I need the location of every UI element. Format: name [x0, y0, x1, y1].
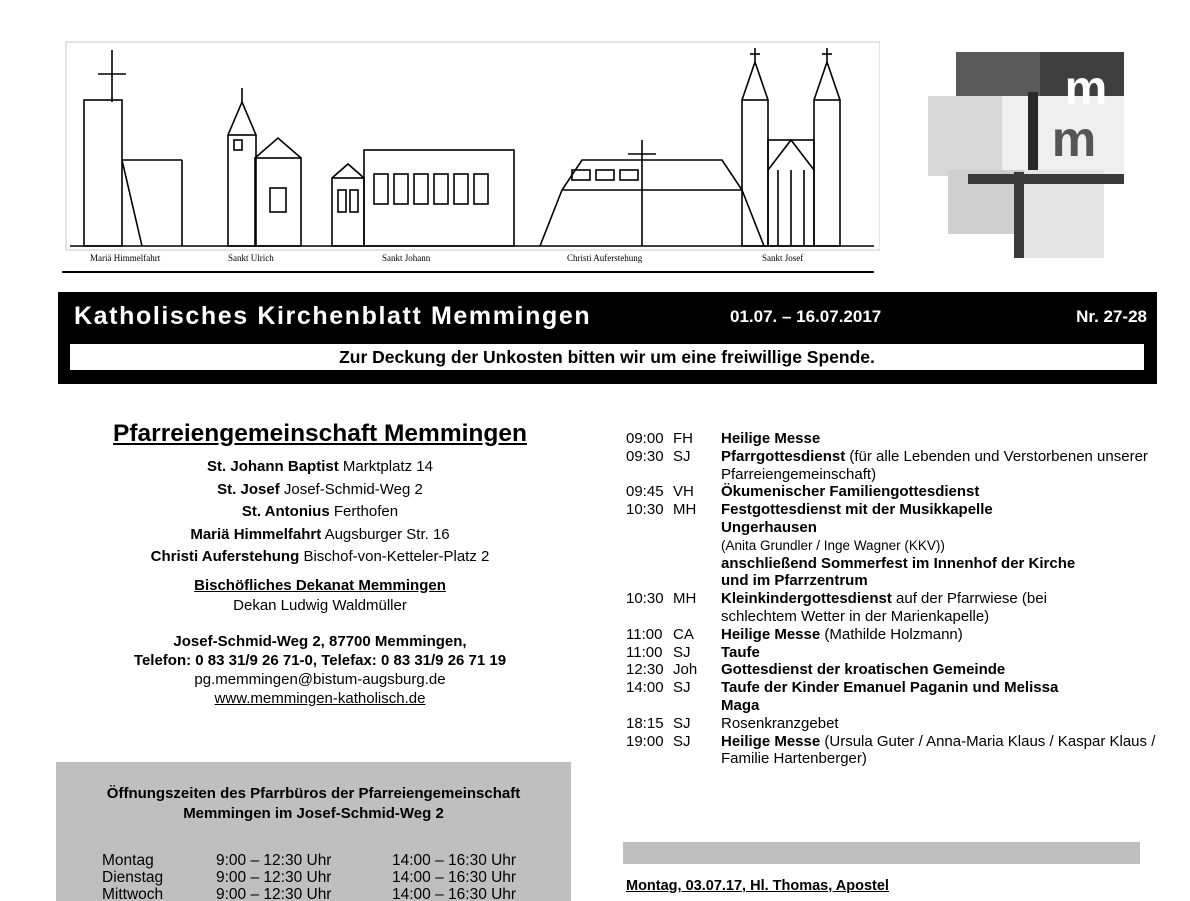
- office-hours-title: Öffnungszeiten des Pfarrbüros der Pfarreiengemeinschaft Memmingen im Josef-Schmid-Weg 2: [106, 785, 521, 822]
- church-line: St. Johann Baptist Marktplatz 14: [207, 458, 433, 475]
- phone-fax: Telefon: 0 83 31/9 26 71-0, Telefax: 0 83 31/9 26 71 19: [133, 651, 507, 669]
- issue-number: Nr. 27-28: [1076, 307, 1147, 326]
- logo-letter-top: m: [1064, 62, 1108, 115]
- schedule-entry: 09:45 VH Ökumenischer Familiengottesdienst: [626, 483, 980, 501]
- contact-block: [60, 632, 580, 708]
- schedule-entry: 11:00 CA Heilige Messe (Mathilde Holzmann): [626, 625, 963, 643]
- schedule-entry: 10:30 MH Festgottesdienst mit der Musikkapelle Ungerhausen: [626, 501, 993, 536]
- church-label-5: Sankt Josef: [762, 253, 804, 263]
- schedule-entry: anschließend Sommerfest im Innenhof der Kirche und im Pfarrzentrum: [721, 554, 1076, 590]
- church-line: St. Josef Josef-Schmid-Weg 2: [217, 480, 423, 498]
- postal-address: Josef-Schmid-Weg 2, 87700 Memmingen,: [173, 632, 467, 650]
- banner-underline: [62, 271, 874, 273]
- schedule-entry: (Anita Grundler / Inge Wagner (KKV)): [721, 537, 945, 553]
- donation-note: Zur Deckung der Unkosten bitten wir um eine freiwillige Spende.: [70, 344, 1144, 370]
- parish-info: [60, 420, 580, 708]
- website-link[interactable]: www.memmingen-katholisch.de: [214, 689, 426, 707]
- mm-logo: [928, 52, 1124, 258]
- email-link[interactable]: pg.memmingen@bistum-augsburg.de: [194, 670, 446, 688]
- newsletter-title: Katholisches Kirchenblatt Memmingen: [74, 302, 592, 330]
- schedule-entry: 09:30 SJ Pfarrgottesdienst (für alle Lebenden und Verstorbenen unserer Pfarreiengemeinschaft): [626, 447, 1148, 483]
- service-schedule: [626, 430, 1166, 768]
- schedule-entry: 18:15 SJ Rosenkranzgebet: [626, 714, 839, 732]
- church-label-1: Mariä Himmelfahrt: [90, 253, 161, 263]
- dekanat-block: [60, 576, 580, 616]
- schedule-entry: 14:00 SJ Taufe der Kinder Emanuel Paganin und Melissa Maga: [626, 679, 1059, 714]
- parish-title: Pfarreiengemeinschaft Memmingen: [113, 420, 527, 447]
- title-bar: [58, 292, 1157, 384]
- schedule-entry: 09:00 FH Heilige Messe: [626, 430, 821, 447]
- church-label-4: Christi Auferstehung: [567, 253, 643, 263]
- church-line: Mariä Himmelfahrt Augsburger Str. 16: [190, 525, 450, 543]
- section-divider-bar: [623, 842, 1140, 864]
- dekanat-title: Bischöfliches Dekanat Memmingen: [194, 576, 446, 594]
- schedule-entry: 19:00 SJ Heilige Messe (Ursula Guter / Anna-Maria Klaus / Kaspar Klaus / Familie Hartenberger): [626, 732, 1156, 768]
- schedule-entry: 10:30 MH Kleinkindergottesdienst auf der Pfarrwiese (bei schlechtem Wetter in der Marienkapelle): [626, 590, 1047, 625]
- schedule-entry: 12:30 Joh Gottesdienst der kroatischen Gemeinde: [626, 661, 1006, 679]
- church-line: Christi Auferstehung Bischof-von-Ketteler-Platz 2: [150, 548, 490, 565]
- logo-letter-bottom: m: [1051, 111, 1097, 167]
- churches-illustration: [62, 40, 880, 272]
- church-label-3: Sankt Johann: [382, 253, 431, 263]
- church-label-2: Sankt Ulrich: [228, 253, 274, 263]
- office-hours-box: Öffnungszeiten des Pfarrbüros der Pfarreiengemeinschaft Memmingen im Josef-Schmid-Weg 2 Montag 9:00 – 12:30 Uhr 14:00 – 16:30 Uhr Dienstag 9:00 – 12:30 Uhr 14:00 – 16:30 Uhr Mittwoch 9:00 – 12:30 Uhr 14:00 – 16:30 Uhr: [56, 762, 571, 901]
- schedule-entry: 11:00 SJ Taufe: [626, 643, 760, 661]
- issue-dates: 01.07. – 16.07.2017: [730, 307, 882, 326]
- church-line: St. Antonius Ferthofen: [241, 503, 399, 520]
- day-heading: Montag, 03.07.17, Hl. Thomas, Apostel: [626, 878, 889, 894]
- dekan-name: Dekan Ludwig Waldmüller: [233, 596, 407, 614]
